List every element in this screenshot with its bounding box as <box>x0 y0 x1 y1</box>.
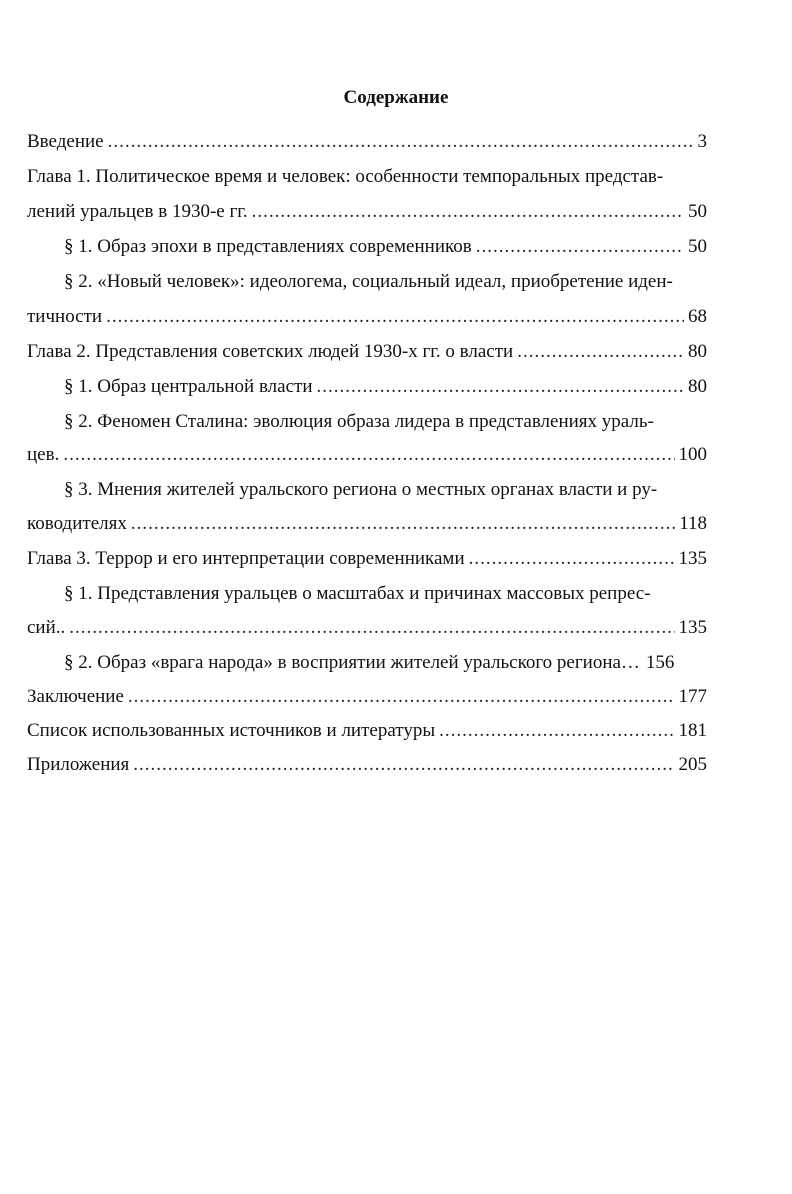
toc-entry-title: Глава 2. Представления советских людей 1930-х гг. о власти <box>27 341 514 362</box>
toc-entry-title-continuation: тичности <box>27 306 103 327</box>
toc-page-number: 50 <box>688 201 707 222</box>
toc-page-number: 100 <box>678 444 707 465</box>
toc-entry-title: § 1. Образ центральной власти <box>64 376 313 397</box>
toc-entry-title: Глава 3. Террор и его интерпретации современниками <box>27 548 465 569</box>
toc-entry-bibliography <box>27 718 707 744</box>
toc-page-number: 80 <box>688 376 707 397</box>
toc-page-number: 205 <box>678 754 707 775</box>
toc-page-number: 135 <box>678 548 707 569</box>
toc-entry-ch2-section-2-cont <box>27 442 707 468</box>
toc-entry-title: § 2. Образ «врага народа» в восприятии жителей уральского региона… <box>64 652 640 673</box>
toc-entry-title: Введение <box>27 131 104 152</box>
toc-entry-title: § 3. Мнения жителей уральского региона о местных органах власти и ру- <box>64 479 658 500</box>
toc-entry-title: Глава 1. Политическое время и человек: особенности темпоральных представ- <box>27 166 664 187</box>
toc-entry-chapter-2 <box>27 339 707 365</box>
toc-entry-chapter-1 <box>27 164 707 190</box>
dot-leader <box>131 511 675 537</box>
toc-entry-title: Заключение <box>27 686 124 707</box>
toc-entry-ch1-section-2 <box>27 269 707 295</box>
toc-page-number: 3 <box>697 131 707 152</box>
dot-leader <box>469 546 675 572</box>
toc-entry-ch2-section-2 <box>27 409 707 435</box>
dot-leader <box>476 234 684 260</box>
dot-leader <box>108 129 694 155</box>
dot-leader <box>128 684 675 710</box>
toc-entry-title: § 2. Феномен Сталина: эволюция образа лидера в представлениях ураль- <box>64 411 654 432</box>
toc-entry-ch3-section-1 <box>27 581 707 607</box>
toc-page-number: 177 <box>678 686 707 707</box>
toc-entry-title-continuation: сий.. <box>27 617 66 638</box>
toc-entry-title: § 2. «Новый человек»: идеологема, социальный идеал, приобретение иден- <box>64 271 673 292</box>
toc-entry-ch2-section-3-cont <box>27 511 707 537</box>
page-title: Содержание <box>343 87 449 108</box>
toc-page-number: 80 <box>688 341 707 362</box>
toc-entry-title-continuation: лений уральцев в 1930-е гг. <box>27 201 248 222</box>
dot-leader <box>317 374 684 400</box>
toc-entry-title: § 1. Представления уральцев о масштабах и причинах массовых репрес- <box>64 583 651 604</box>
toc-page-number: 50 <box>688 236 707 257</box>
dot-leader <box>252 199 684 225</box>
toc-page-number: 156 <box>645 652 675 673</box>
toc-entry-ch2-section-1 <box>27 374 707 400</box>
toc-entry-chapter-3 <box>27 546 707 572</box>
toc-page-number: 68 <box>688 306 707 327</box>
dot-leader <box>517 339 684 365</box>
toc-entry-title-continuation: ководителях <box>27 513 127 534</box>
toc-entry-appendices <box>27 752 707 778</box>
dot-leader <box>63 442 674 468</box>
toc-page-number: 118 <box>679 513 707 534</box>
toc-entry-title: Список использованных источников и литературы <box>27 720 436 741</box>
toc-page-number: 135 <box>678 617 707 638</box>
toc-entry-title: Приложения <box>27 754 130 775</box>
toc-entry-introduction <box>27 129 707 155</box>
toc-entry-ch3-section-2 <box>27 650 707 676</box>
toc-entry-chapter-1-cont <box>27 199 707 225</box>
dot-leader <box>439 718 674 744</box>
toc-page-number: 181 <box>678 720 707 741</box>
toc-entry-ch3-section-1-cont <box>27 615 707 641</box>
dot-leader <box>133 752 674 778</box>
toc-entry-conclusion <box>27 684 707 710</box>
toc-entry-ch2-section-3 <box>27 477 707 503</box>
toc-entry-ch1-section-2-cont <box>27 304 707 330</box>
dot-leader <box>69 615 674 641</box>
toc-entry-title-continuation: цев. <box>27 444 60 465</box>
toc-entry-title: § 1. Образ эпохи в представлениях современников <box>64 236 472 257</box>
toc-entry-ch1-section-1 <box>27 234 707 260</box>
dot-leader <box>106 304 684 330</box>
